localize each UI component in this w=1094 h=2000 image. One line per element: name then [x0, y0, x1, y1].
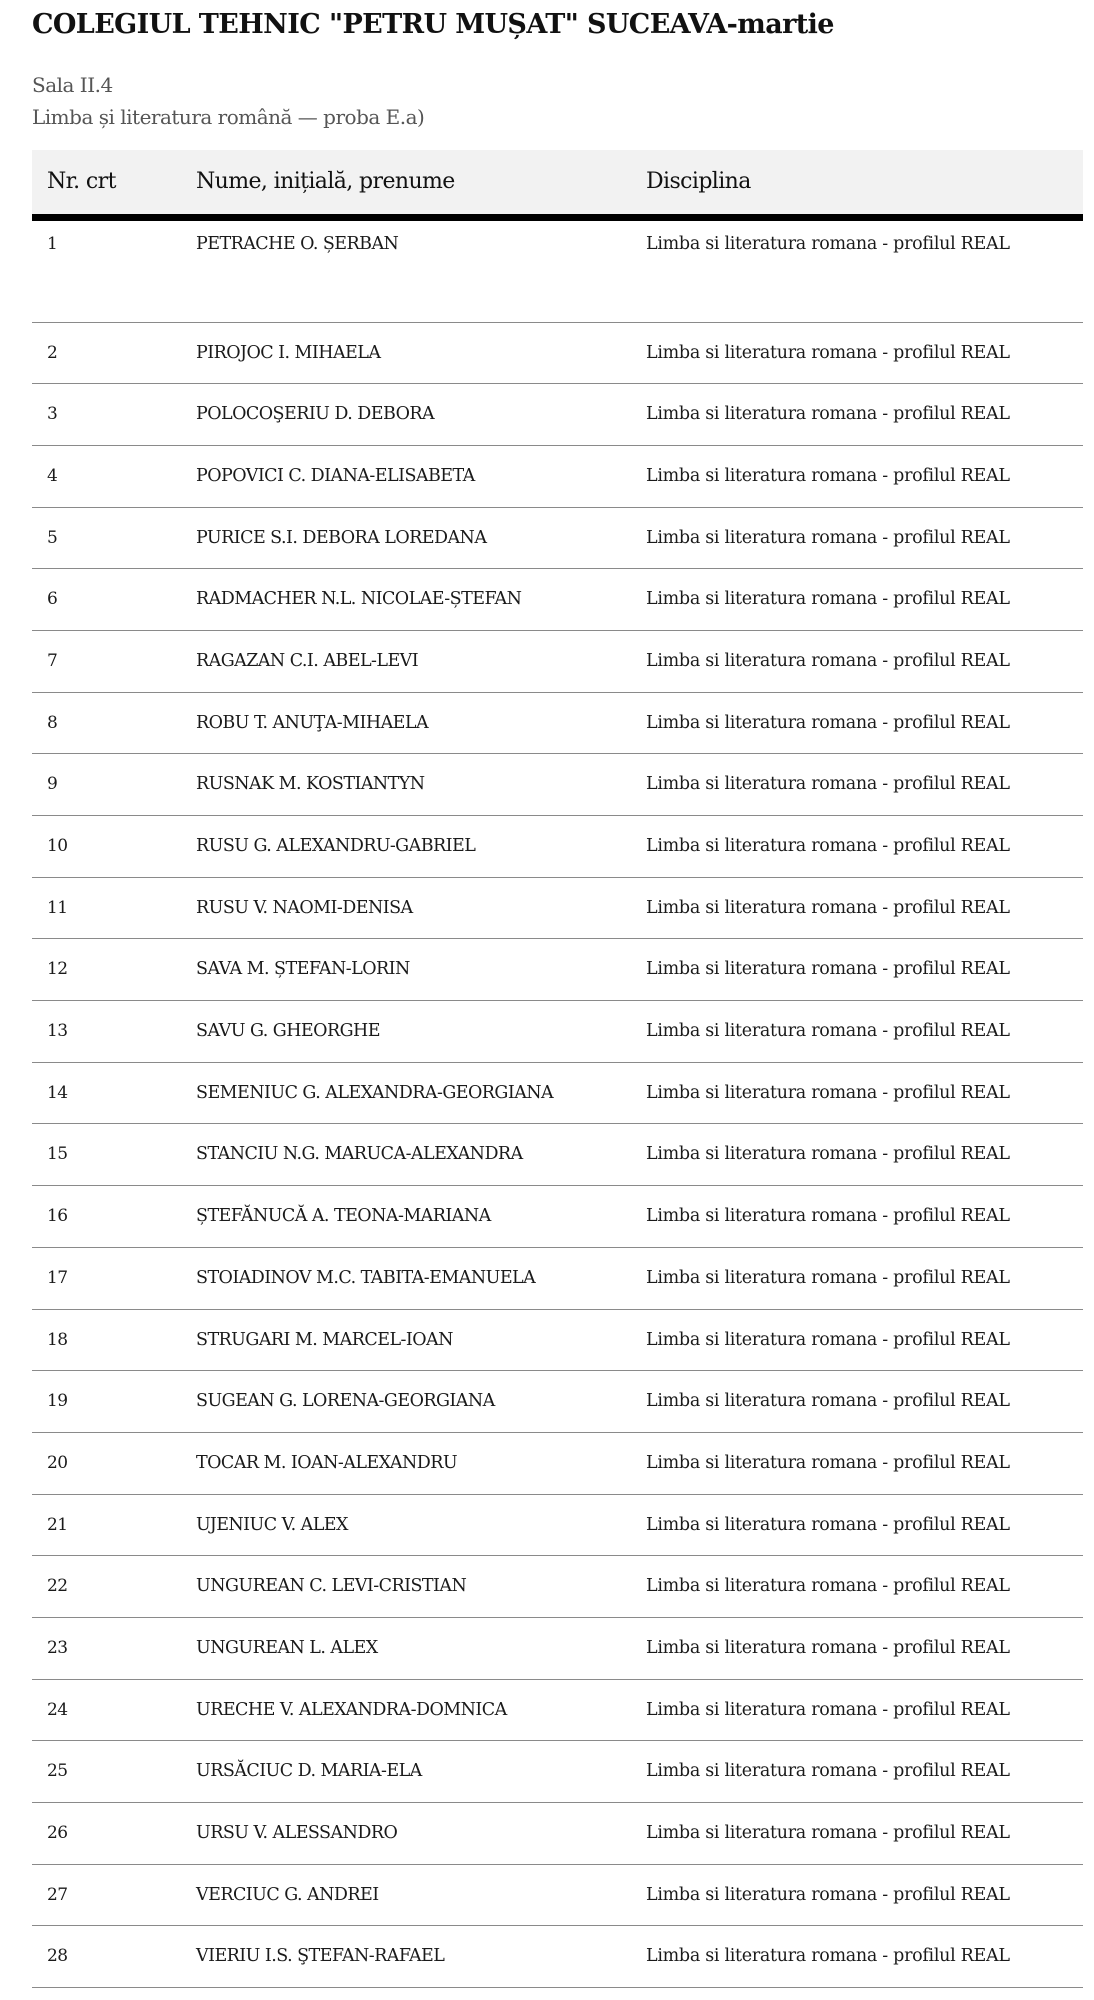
table-row: [32, 221, 1083, 323]
row-number: 20: [47, 1452, 68, 1473]
row-number: 16: [47, 1206, 68, 1227]
discipline-cell: Limba si literatura romana - profilul REAL: [646, 1329, 1010, 1350]
discipline-cell: Limba si literatura romana - profilul REAL: [646, 1206, 1010, 1227]
candidate-name: VERCIUC G. ANDREI: [196, 1884, 379, 1905]
candidate-name: POLOCOŞERIU D. DEBORA: [196, 404, 435, 425]
candidate-name: SAVU G. GHEORGHE: [196, 1021, 380, 1042]
discipline-cell: Limba si literatura romana - profilul REAL: [646, 836, 1010, 856]
candidate-name: RUSNAK M. KOSTIANTYN: [196, 774, 425, 795]
candidate-name: ROBU T. ANUŢA-MIHAELA: [196, 712, 429, 733]
table-row: [32, 1186, 1083, 1248]
row-number: 10: [47, 836, 68, 856]
row-number: 23: [47, 1637, 68, 1658]
row-number: 26: [47, 1823, 68, 1843]
candidate-name: SUGEAN G. LORENA-GEORGIANA: [196, 1391, 495, 1412]
discipline-cell: Limba si literatura romana - profilul REAL: [646, 589, 1010, 610]
column-header-name: Nume, inițială, prenume: [196, 169, 455, 194]
candidate-name: URSĂCIUC D. MARIA-ELA: [196, 1761, 422, 1782]
candidate-name: ȘTEFĂNUCĂ A. TEONA-MARIANA: [196, 1206, 491, 1227]
row-number: 2: [47, 342, 58, 363]
row-number: 22: [47, 1576, 68, 1597]
row-number: 3: [47, 404, 58, 425]
candidate-name: URSU V. ALESSANDRO: [196, 1823, 398, 1843]
row-number: 27: [47, 1884, 68, 1905]
discipline-cell: Limba si literatura romana - profilul REAL: [646, 1144, 1010, 1165]
candidate-name: RUSU G. ALEXANDRU-GABRIEL: [196, 836, 476, 856]
discipline-cell: Limba si literatura romana - profilul REAL: [646, 1761, 1010, 1782]
candidate-name: RAGAZAN C.I. ABEL-LEVI: [196, 650, 419, 671]
discipline-cell: Limba si literatura romana - profilul REAL: [646, 1391, 1010, 1412]
candidate-name: SEMENIUC G. ALEXANDRA-GEORGIANA: [196, 1082, 554, 1103]
table-row: [32, 816, 1083, 878]
candidate-name: UNGUREAN L. ALEX: [196, 1637, 378, 1658]
row-number: 18: [47, 1329, 68, 1350]
candidate-name: UJENIUC V. ALEX: [196, 1514, 348, 1535]
page-title: COLEGIUL TEHNIC "PETRU MUȘAT" SUCEAVA-martie: [32, 9, 834, 40]
discipline-cell: Limba si literatura romana - profilul REAL: [646, 1267, 1010, 1288]
table-row: [32, 1741, 1083, 1803]
row-number: 1: [47, 234, 58, 254]
candidate-name: SAVA M. ȘTEFAN-LORIN: [196, 959, 410, 980]
table-header: [32, 150, 1083, 221]
table-row: [32, 693, 1083, 755]
row-number: 28: [47, 1946, 68, 1967]
exam-label: Limba și literatura română — proba E.a): [32, 105, 425, 129]
row-number: 24: [47, 1699, 68, 1720]
candidates-table: [32, 150, 1083, 1988]
table-row: [32, 1803, 1083, 1865]
discipline-cell: Limba si literatura romana - profilul REAL: [646, 465, 1010, 486]
discipline-cell: Limba si literatura romana - profilul REAL: [646, 1576, 1010, 1597]
discipline-cell: Limba si literatura romana - profilul REAL: [646, 774, 1010, 795]
table-row: [32, 1556, 1083, 1618]
column-header-discipline: Disciplina: [646, 169, 751, 194]
row-number: 15: [47, 1144, 68, 1165]
table-row: [32, 384, 1083, 446]
candidate-name: RADMACHER N.L. NICOLAE-ȘTEFAN: [196, 589, 522, 610]
candidate-name: PURICE S.I. DEBORA LOREDANA: [196, 527, 487, 548]
table-row: [32, 569, 1083, 631]
candidate-name: TOCAR M. IOAN-ALEXANDRU: [196, 1452, 458, 1473]
table-row: [32, 446, 1083, 508]
row-number: 12: [47, 959, 68, 980]
row-number: 14: [47, 1082, 68, 1103]
discipline-cell: Limba si literatura romana - profilul REAL: [646, 1452, 1010, 1473]
discipline-cell: Limba si literatura romana - profilul REAL: [646, 234, 1010, 254]
discipline-cell: Limba si literatura romana - profilul REAL: [646, 959, 1010, 980]
table-row: [32, 1495, 1083, 1557]
row-number: 6: [47, 589, 58, 610]
discipline-cell: Limba si literatura romana - profilul REAL: [646, 1514, 1010, 1535]
table-row: [32, 323, 1083, 385]
table-row: [32, 1618, 1083, 1680]
discipline-cell: Limba si literatura romana - profilul REAL: [646, 1637, 1010, 1658]
discipline-cell: Limba si literatura romana - profilul REAL: [646, 342, 1010, 363]
discipline-cell: Limba si literatura romana - profilul REAL: [646, 897, 1010, 918]
row-number: 21: [47, 1514, 68, 1535]
discipline-cell: Limba si literatura romana - profilul REAL: [646, 1699, 1010, 1720]
table-row: [32, 754, 1083, 816]
table-row: [32, 508, 1083, 570]
table-row: [32, 1310, 1083, 1372]
row-number: 17: [47, 1267, 68, 1288]
candidate-name: UNGUREAN C. LEVI-CRISTIAN: [196, 1576, 467, 1597]
candidate-name: PETRACHE O. ȘERBAN: [196, 234, 399, 254]
candidate-name: STOIADINOV M.C. TABITA-EMANUELA: [196, 1267, 536, 1288]
candidate-name: STRUGARI M. MARCEL-IOAN: [196, 1329, 453, 1350]
table-row: [32, 1063, 1083, 1125]
discipline-cell: Limba si literatura romana - profilul REAL: [646, 527, 1010, 548]
table-row: [32, 1680, 1083, 1742]
table-row: [32, 1248, 1083, 1310]
table-row: [32, 1865, 1083, 1927]
candidate-name: VIERIU I.S. ŞTEFAN-RAFAEL: [196, 1946, 445, 1967]
row-number: 19: [47, 1391, 68, 1412]
table-row: [32, 1926, 1083, 1988]
discipline-cell: Limba si literatura romana - profilul REAL: [646, 1082, 1010, 1103]
discipline-cell: Limba si literatura romana - profilul REAL: [646, 1884, 1010, 1905]
row-number: 7: [47, 650, 58, 671]
discipline-cell: Limba si literatura romana - profilul REAL: [646, 404, 1010, 425]
discipline-cell: Limba si literatura romana - profilul REAL: [646, 712, 1010, 733]
table-row: [32, 878, 1083, 940]
discipline-cell: Limba si literatura romana - profilul REAL: [646, 1021, 1010, 1042]
table-row: [32, 631, 1083, 693]
table-row: [32, 939, 1083, 1001]
row-number: 13: [47, 1021, 68, 1042]
table-row: [32, 1124, 1083, 1186]
row-number: 4: [47, 465, 58, 486]
candidate-name: STANCIU N.G. MARUCA-ALEXANDRA: [196, 1144, 523, 1165]
discipline-cell: Limba si literatura romana - profilul REAL: [646, 1946, 1010, 1967]
room-label: Sala II.4: [32, 73, 113, 97]
discipline-cell: Limba si literatura romana - profilul REAL: [646, 1823, 1010, 1843]
table-row: [32, 1433, 1083, 1495]
candidate-name: RUSU V. NAOMI-DENISA: [196, 897, 413, 918]
row-number: 11: [47, 897, 68, 918]
row-number: 25: [47, 1761, 68, 1782]
candidate-name: URECHE V. ALEXANDRA-DOMNICA: [196, 1699, 507, 1720]
table-body: [32, 221, 1083, 1988]
column-header-nr: Nr. crt: [47, 169, 116, 194]
row-number: 5: [47, 527, 58, 548]
discipline-cell: Limba si literatura romana - profilul REAL: [646, 650, 1010, 671]
table-row: [32, 1001, 1083, 1063]
candidate-name: POPOVICI C. DIANA-ELISABETA: [196, 465, 475, 486]
row-number: 9: [47, 774, 58, 795]
candidate-name: PIROJOC I. MIHAELA: [196, 342, 381, 363]
table-row: [32, 1371, 1083, 1433]
row-number: 8: [47, 712, 58, 733]
